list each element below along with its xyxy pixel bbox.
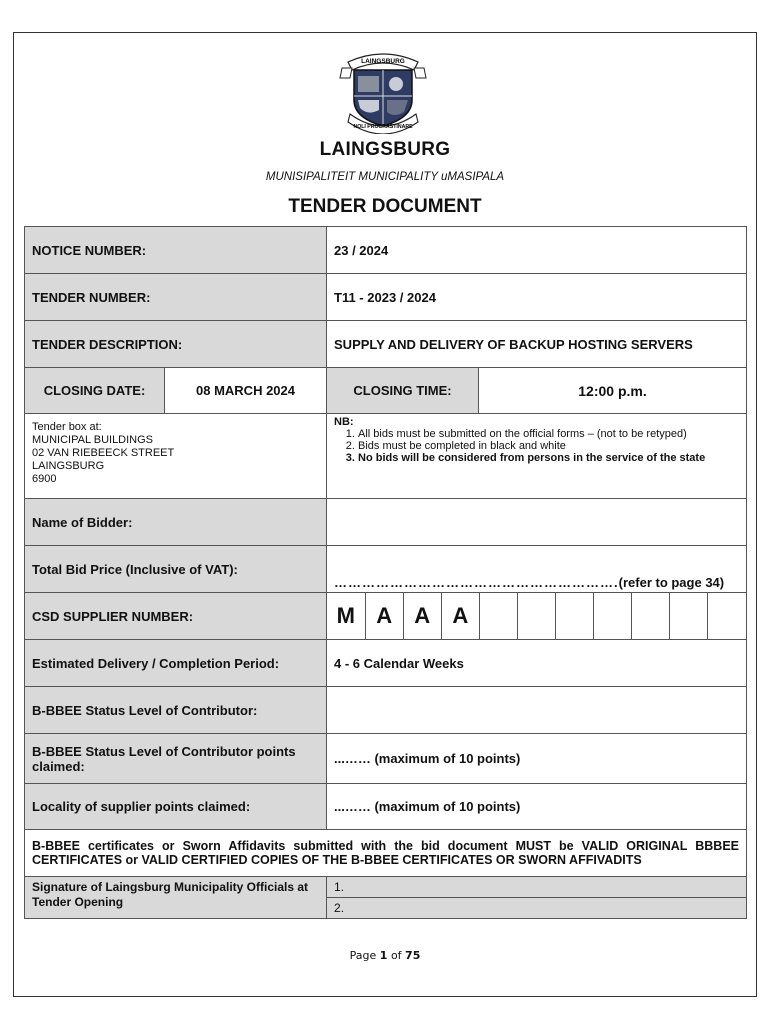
locality-value[interactable]: ...…… (maximum of 10 points) xyxy=(327,784,747,830)
page-total: 75 xyxy=(405,949,421,962)
svg-text:NOLI PROCRASTINARE: NOLI PROCRASTINARE xyxy=(353,124,413,130)
bbbee-certificate-notice: B-BBEE certificates or Sworn Affidavits submitted with the bid document MUST be VALID ORIGINAL BBBEE CERTIFICATES or VALID CERTIFIED COPIES OF THE B-BBEE CERTIFICATES OR SWORN AFFIVADITS xyxy=(25,830,747,877)
locality-label: Locality of supplier points claimed: xyxy=(25,784,327,830)
delivery-label: Estimated Delivery / Completion Period: xyxy=(25,640,327,687)
tender-box-address xyxy=(25,414,327,499)
notice-number-label: NOTICE NUMBER: xyxy=(25,227,327,274)
tender-box-line: 6900 xyxy=(32,473,57,485)
signature-line-1[interactable]: 1. xyxy=(327,877,747,898)
bid-price-field[interactable] xyxy=(327,546,747,593)
nb-heading: NB: xyxy=(334,416,354,428)
csd-box[interactable] xyxy=(670,593,708,639)
bbbee-points-row xyxy=(25,734,747,784)
closing-time-label: CLOSING TIME: xyxy=(327,368,479,414)
csd-box[interactable] xyxy=(517,593,555,639)
csd-box[interactable]: M xyxy=(327,593,365,639)
tender-description-row xyxy=(25,321,747,368)
bbbee-notice-row xyxy=(25,830,747,877)
tender-number-label: TENDER NUMBER: xyxy=(25,274,327,321)
tender-number-value: T11 - 2023 / 2024 xyxy=(327,274,747,321)
document-title: TENDER DOCUMENT xyxy=(288,196,482,217)
municipality-subtitle: MUNISIPALITEIT MUNICIPALITY uMASIPALA xyxy=(265,171,505,183)
tender-box-line: LAINGSBURG xyxy=(32,460,105,472)
csd-boxes xyxy=(327,593,746,639)
closing-time-value: 12:00 p.m. xyxy=(479,368,747,414)
csd-box[interactable]: A xyxy=(365,593,403,639)
closing-row xyxy=(25,368,747,414)
bbbee-level-field[interactable] xyxy=(327,687,747,734)
csd-label: CSD SUPPLIER NUMBER: xyxy=(25,593,327,640)
csd-boxes-cell xyxy=(327,593,747,640)
notice-number-row xyxy=(25,227,747,274)
bbbee-level-row xyxy=(25,687,747,734)
locality-row xyxy=(25,784,747,830)
tender-box-line: Tender box at: xyxy=(32,421,102,433)
csd-box[interactable] xyxy=(555,593,593,639)
page-current: 1 xyxy=(379,949,388,962)
delivery-row xyxy=(25,640,747,687)
closing-date-label: CLOSING DATE: xyxy=(25,368,165,414)
bbbee-level-label: B-BBEE Status Level of Contributor: xyxy=(25,687,327,734)
tender-description-value: SUPPLY AND DELIVERY OF BACKUP HOSTING SERVERS xyxy=(327,321,747,368)
tender-number-row xyxy=(25,274,747,321)
tender-info-table xyxy=(24,226,747,919)
of-word: of xyxy=(390,949,402,962)
csd-box[interactable] xyxy=(632,593,670,639)
csd-box[interactable]: A xyxy=(441,593,479,639)
bid-price-label: Total Bid Price (Inclusive of VAT): xyxy=(25,546,327,593)
nb-item: 1. All bids must be submitted on the official forms – (not to be retyped) xyxy=(358,428,739,440)
municipal-crest-logo xyxy=(338,48,428,134)
bbbee-points-value[interactable]: ...…… (maximum of 10 points) xyxy=(327,734,747,784)
csd-box[interactable]: A xyxy=(403,593,441,639)
nb-notes xyxy=(327,414,747,499)
bid-price-dots: ……………………………………………………. xyxy=(334,575,619,590)
bidder-name-label: Name of Bidder: xyxy=(25,499,327,546)
tender-box-line: 02 VAN RIEBEECK STREET xyxy=(32,447,175,459)
notice-number-value: 23 / 2024 xyxy=(327,227,747,274)
csd-row xyxy=(25,593,747,640)
csd-box[interactable] xyxy=(479,593,517,639)
bid-price-reference: (refer to page 34) xyxy=(618,575,725,590)
bidder-name-row xyxy=(25,499,747,546)
nb-item: 3. No bids will be considered from persons in the service of the state xyxy=(358,452,739,464)
delivery-value: 4 - 6 Calendar Weeks xyxy=(327,640,747,687)
signature-label: Signature of Laingsburg Municipality Officials at Tender Opening xyxy=(25,877,327,919)
page-word: Page xyxy=(349,949,377,962)
csd-box[interactable] xyxy=(708,593,746,639)
signature-line-2[interactable]: 2. xyxy=(327,898,747,919)
bbbee-points-label: B-BBEE Status Level of Contributor points claimed: xyxy=(25,734,327,784)
bid-price-row xyxy=(25,546,747,593)
page-footer xyxy=(0,949,770,962)
nb-item: 2. Bids must be completed in black and white xyxy=(358,440,739,452)
municipality-name: LAINGSBURG xyxy=(319,139,451,160)
csd-box[interactable] xyxy=(594,593,632,639)
closing-date-value: 08 MARCH 2024 xyxy=(165,368,327,414)
tender-description-label: TENDER DESCRIPTION: xyxy=(25,321,327,368)
signature-row xyxy=(25,877,747,898)
svg-text:LAINGSBURG: LAINGSBURG xyxy=(361,58,405,65)
tender-box-row xyxy=(25,414,747,499)
tender-box-line: MUNICIPAL BUILDINGS xyxy=(32,434,154,446)
bidder-name-field[interactable] xyxy=(327,499,747,546)
